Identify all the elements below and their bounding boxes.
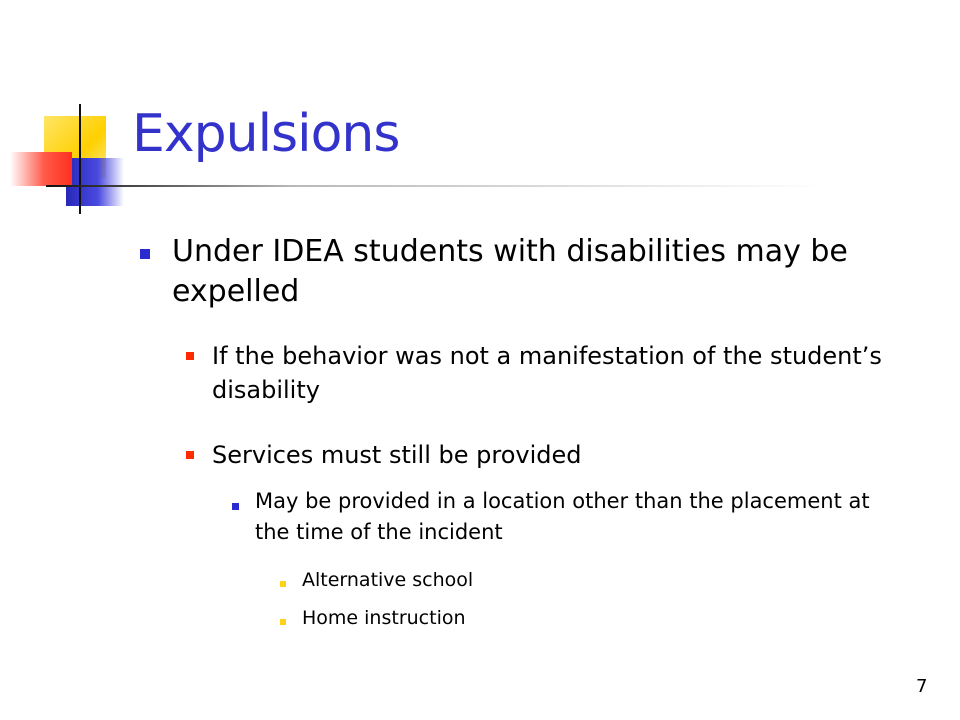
bullet-square-icon	[186, 352, 194, 360]
red-bar-decoration	[10, 152, 72, 186]
bullet-text-level4: Home instruction	[302, 607, 466, 629]
bullet-text-level2: If the behavior was not a manifestation of the student’s disability	[212, 342, 882, 404]
bullet-square-icon	[280, 581, 286, 587]
bullet-text-level2: Services must still be provided	[212, 441, 582, 469]
bullet-square-icon	[186, 451, 194, 459]
bullet-square-icon	[232, 503, 239, 510]
vertical-rule-decoration	[79, 104, 81, 214]
bullet-square-icon	[140, 249, 150, 259]
page-number: 7	[916, 676, 928, 697]
blue-square-decoration	[66, 158, 124, 206]
bullet-text-level3: May be provided in a location other than the placement at the time of the incident	[255, 489, 870, 544]
bullet-text-level1: Under IDEA students with disabilities may be expelled	[172, 234, 848, 309]
bullet-square-icon	[280, 619, 286, 625]
title-underline-rule	[46, 185, 866, 187]
slide-title: Expulsions	[132, 104, 400, 164]
bullet-text-level4: Alternative school	[302, 569, 474, 591]
